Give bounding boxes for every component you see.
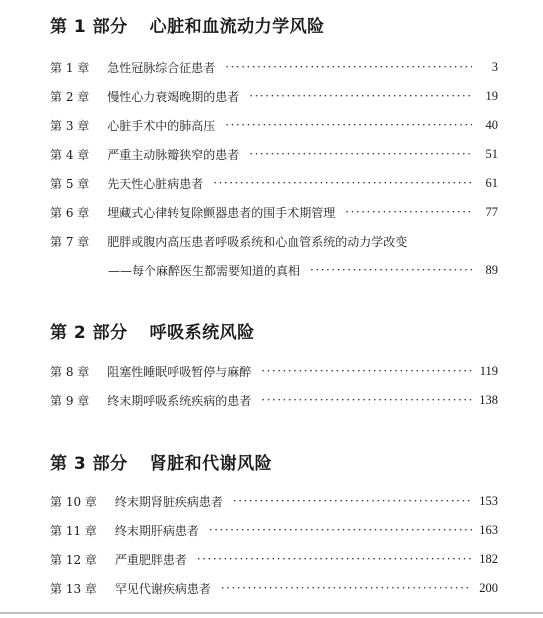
chapter-title: 心脏手术中的肺高压 bbox=[107, 118, 216, 133]
part-name: 呼吸系统风险 bbox=[149, 323, 255, 343]
toc-entry[interactable] bbox=[50, 203, 498, 221]
dot-leader bbox=[197, 550, 472, 568]
page-number: 77 bbox=[485, 204, 498, 219]
chapter-number: 第 10 章 bbox=[50, 494, 97, 509]
part-heading bbox=[50, 318, 255, 343]
chapter-title: 急性冠脉综合征患者 bbox=[107, 60, 216, 75]
page-number: 153 bbox=[479, 493, 498, 508]
page-number: 19 bbox=[485, 88, 498, 103]
page-number: 182 bbox=[479, 551, 498, 566]
chapter-title: 终末期呼吸系统疾病的患者 bbox=[107, 393, 252, 408]
dot-leader bbox=[249, 87, 472, 105]
toc-entry[interactable] bbox=[50, 232, 498, 250]
part-label: 第 3 部分 bbox=[50, 454, 128, 474]
chapter-number: 第 7 章 bbox=[50, 234, 90, 249]
chapter-title: 终末期肝病患者 bbox=[114, 523, 199, 538]
page-number: 163 bbox=[479, 522, 498, 537]
chapter-title: 严重肥胖患者 bbox=[114, 552, 187, 567]
dot-leader bbox=[221, 579, 472, 597]
toc-entry[interactable] bbox=[50, 521, 498, 539]
page-number: 51 bbox=[485, 146, 498, 161]
dot-leader bbox=[261, 362, 472, 380]
chapter-number: 第 5 章 bbox=[50, 176, 90, 191]
part-name: 心脏和血流动力学风险 bbox=[149, 17, 325, 37]
toc-entry[interactable] bbox=[50, 145, 498, 163]
dot-leader bbox=[310, 261, 472, 279]
toc-entry[interactable] bbox=[50, 362, 498, 380]
dot-leader bbox=[233, 492, 472, 510]
chapter-title: 埋藏式心律转复除颤器患者的围手术期管理 bbox=[107, 205, 336, 220]
dot-leader bbox=[225, 116, 472, 134]
toc-entry[interactable] bbox=[50, 58, 498, 76]
dot-leader bbox=[249, 145, 472, 163]
toc-entry[interactable] bbox=[50, 391, 498, 409]
chapter-number: 第 8 章 bbox=[50, 364, 90, 379]
chapter-title: 肥胖或腹内高压患者呼吸系统和心血管系统的动力学改变 bbox=[107, 234, 408, 249]
chapter-number: 第 9 章 bbox=[50, 393, 90, 408]
page-number: 61 bbox=[485, 175, 498, 190]
chapter-title: 先天性心脏病患者 bbox=[107, 176, 204, 191]
toc-entry[interactable] bbox=[50, 579, 498, 597]
chapter-number: 第 11 章 bbox=[50, 523, 97, 538]
dot-leader bbox=[225, 58, 472, 76]
dot-leader bbox=[261, 391, 472, 409]
toc-entry[interactable] bbox=[50, 116, 498, 134]
chapter-title: 阻塞性睡眠呼吸暂停与麻醉 bbox=[107, 364, 252, 379]
page-number: 200 bbox=[479, 580, 498, 595]
page-number: 3 bbox=[491, 59, 498, 74]
part-heading bbox=[50, 12, 325, 37]
dot-leader bbox=[213, 174, 472, 192]
page-number: 40 bbox=[485, 117, 498, 132]
toc-entry[interactable] bbox=[50, 492, 498, 510]
toc-entry[interactable] bbox=[50, 174, 498, 192]
toc-entry[interactable] bbox=[50, 550, 498, 568]
chapter-number: 第 1 章 bbox=[50, 60, 90, 75]
part-label: 第 2 部分 bbox=[50, 323, 128, 343]
page-bottom-rule bbox=[0, 612, 543, 614]
chapter-number: 第 12 章 bbox=[50, 552, 97, 567]
chapter-title: 终末期肾脏疾病患者 bbox=[114, 494, 223, 509]
part-name: 肾脏和代谢风险 bbox=[149, 454, 273, 474]
chapter-title: 罕见代谢疾病患者 bbox=[114, 581, 211, 596]
dot-leader bbox=[209, 521, 472, 539]
part-heading bbox=[50, 449, 272, 474]
chapter-title: 严重主动脉瓣狭窄的患者 bbox=[107, 147, 240, 162]
chapter-number: 第 2 章 bbox=[50, 89, 90, 104]
chapter-number: 第 6 章 bbox=[50, 205, 90, 220]
toc-entry[interactable] bbox=[50, 87, 498, 105]
page-number: 89 bbox=[485, 262, 498, 277]
page-number: 119 bbox=[479, 363, 498, 378]
dot-leader bbox=[345, 203, 472, 221]
chapter-number: 第 13 章 bbox=[50, 581, 97, 596]
chapter-number: 第 4 章 bbox=[50, 147, 90, 162]
chapter-number: 第 3 章 bbox=[50, 118, 90, 133]
part-label: 第 1 部分 bbox=[50, 17, 128, 37]
page-number: 138 bbox=[479, 392, 498, 407]
chapter-title: 慢性心力衰竭晚期的患者 bbox=[107, 89, 240, 104]
chapter-subtitle: ——每个麻醉医生都需要知道的真相 bbox=[108, 263, 301, 278]
toc-entry-continuation[interactable] bbox=[108, 261, 498, 279]
